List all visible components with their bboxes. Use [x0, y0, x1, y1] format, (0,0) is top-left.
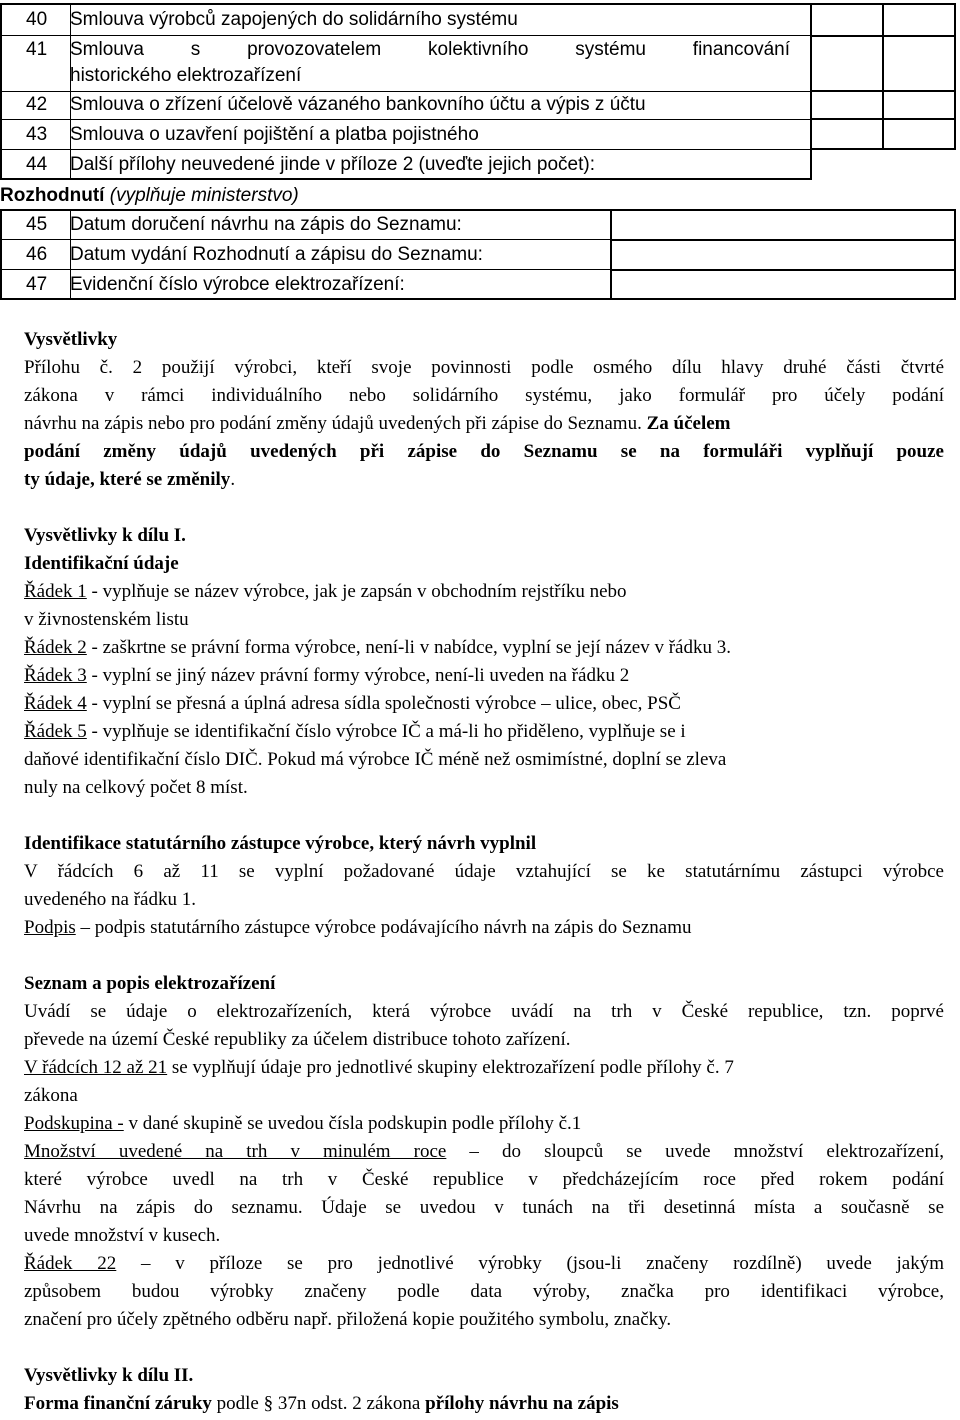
explanations-heading: Vysvětlivky: [24, 329, 118, 350]
checkbox-cell[interactable]: [882, 90, 956, 120]
statutory-line: uvedeného na řádku 1.: [24, 889, 196, 910]
table-row: [0, 210, 462, 239]
row-text: Další přílohy neuvedené jinde v příloze 2 (uveďte jejich počet):: [70, 154, 595, 175]
intro-bold-line: podání změny údajů uvedených při zápise do Seznamu se na formuláři vyplňují pouze: [24, 441, 944, 462]
date-issued-field[interactable]: [610, 239, 956, 271]
intro-bold-line: ty údaje, které se změnily.: [24, 469, 236, 490]
checkbox-cell[interactable]: [810, 35, 884, 92]
row-number: 43: [26, 124, 48, 145]
statutory-line: V řádcích 6 až 11 se vyplní požadované údaje vztahující se ke statutárnímu zástupci výrobce: [24, 861, 944, 882]
equipment-line: způsobem budou výrobky značeny podle data výroby, značka pro identifikaci výrobce,: [24, 1281, 944, 1302]
row-text: Datum doručení návrhu na zápis do Seznamu:: [70, 214, 462, 235]
table-row: [0, 240, 483, 269]
explanation-line: nuly na celkový počet 8 míst.: [24, 777, 248, 798]
table-row: [0, 5, 518, 34]
equipment-line: V řádcích 12 až 21 se vyplňují údaje pro jednotlivé skupiny elektrozařízení podle přílohy č. 7: [24, 1057, 734, 1078]
guarantee-line: Forma finanční záruky podle § 37n odst. 2 zákona přílohy návrhu na zápis: [24, 1393, 619, 1414]
row-number: 47: [26, 274, 48, 295]
checkbox-cell[interactable]: [882, 35, 956, 92]
row-number: 40: [26, 9, 48, 30]
row-number: 46: [26, 244, 48, 265]
checkbox-cell[interactable]: [810, 3, 884, 37]
equipment-line: Návrhu na zápis do seznamu. Údaje se uvedou v tunách na tři desetinná místa a současně se: [24, 1197, 944, 1218]
checkbox-cell[interactable]: [810, 118, 884, 150]
row-text: Smlouva o uzavření pojištění a platba pojistného: [70, 124, 479, 145]
decision-heading: Rozhodnutí (vyplňuje ministerstvo): [0, 185, 299, 206]
row-text: Smlouva o zřízení účelově vázaného bankovního účtu a výpis z účtu: [70, 94, 646, 115]
part1-heading: Vysvětlivky k dílu I.: [24, 525, 186, 546]
row-number: 44: [26, 154, 48, 175]
statutory-subheading: Identifikace statutárního zástupce výrobce, který návrh vyplnil: [24, 833, 537, 854]
date-received-field[interactable]: [610, 209, 956, 241]
intro-line: zákona v rámci individuálního nebo solidárního systému, jako formulář pro účely podání: [24, 385, 944, 406]
equipment-line: zákona: [24, 1085, 78, 1106]
row-text: Smlouva výrobců zapojených do solidárního systému: [70, 9, 518, 30]
table-row: [0, 120, 479, 149]
row-text: Datum vydání Rozhodnutí a zápisu do Seznamu:: [70, 244, 483, 265]
row-number: 45: [26, 214, 48, 235]
equipment-line: uvede množství v kusech.: [24, 1225, 221, 1246]
table-row: [0, 35, 790, 90]
explanation-line: v živnostenském listu: [24, 609, 189, 630]
equipment-line: převede na území České republiky za účelem distribuce tohoto zařízení.: [24, 1029, 571, 1050]
row-number: 42: [26, 94, 48, 115]
equipment-line: značení pro účely zpětného odběru např. přiložená kopie použitého symbolu, značky.: [24, 1309, 672, 1330]
row-text: Smlouva s provozovatelem kolektivního systému financování: [70, 39, 790, 60]
table-row: [0, 270, 405, 299]
equipment-subheading: Seznam a popis elektrozařízení: [24, 973, 276, 994]
explanation-line: Řádek 2 - zaškrtne se právní forma výrobce, není-li v nabídce, vyplní se její název v řádku 3.: [24, 637, 731, 658]
checkbox-cell[interactable]: [810, 90, 884, 120]
signature-line: Podpis – podpis statutárního zástupce výrobce podávajícího návrh na zápis do Seznamu: [24, 917, 692, 938]
row-number: 41: [26, 39, 48, 60]
intro-line: Přílohu č. 2 použijí výrobci, kteří svoje povinnosti podle osmého dílu hlavy druhé části čtvrté: [24, 357, 944, 378]
explanation-line: Řádek 4 - vyplní se přesná a úplná adresa sídla společnosti výrobce – ulice, obec, PSČ: [24, 693, 681, 714]
equipment-line: Uvádí se údaje o elektrozařízeních, která výrobce uvádí na trh v České republice, tzn. poprvé: [24, 1001, 944, 1022]
table-row: [0, 90, 646, 119]
row-text-continued: historického elektrozařízení: [70, 65, 302, 86]
equipment-line: které výrobce uvedl na trh v České republice v předcházejícím roce před rokem podání: [24, 1169, 944, 1190]
explanation-line: Řádek 5 - vyplňuje se identifikační číslo výrobce IČ a má-li ho přiděleno, vyplňuje se i: [24, 721, 686, 742]
explanation-line: Řádek 1 - vyplňuje se název výrobce, jak je zapsán v obchodním rejstříku nebo: [24, 581, 627, 602]
checkbox-cell[interactable]: [882, 3, 956, 37]
explanation-line: daňové identifikační číslo DIČ. Pokud má výrobce IČ méně než osmimístné, doplní se zleva: [24, 749, 727, 770]
equipment-line: Řádek 22 – v příloze se pro jednotlivé výrobky (jsou-li značeny rozdílně) uvede jakým: [24, 1253, 944, 1274]
equipment-line: Podskupina - v dané skupině se uvedou čísla podskupin podle přílohy č.1: [24, 1113, 582, 1134]
checkbox-cell[interactable]: [882, 118, 956, 150]
registration-number-field[interactable]: [610, 269, 956, 300]
intro-line: návrhu na zápis nebo pro podání změny údajů uvedených při zápise do Seznamu. Za účelem: [24, 413, 731, 434]
explanation-line: Řádek 3 - vyplní se jiný název právní formy výrobce, není-li uveden na řádku 2: [24, 665, 630, 686]
part2-heading: Vysvětlivky k dílu II.: [24, 1365, 194, 1386]
equipment-line: Množství uvedené na trh v minulém roce – do sloupců se uvede množství elektrozařízení,: [24, 1141, 944, 1162]
table-row: [0, 150, 595, 179]
identification-subheading: Identifikační údaje: [24, 553, 179, 574]
row-text: Evidenční číslo výrobce elektrozařízení:: [70, 274, 405, 295]
